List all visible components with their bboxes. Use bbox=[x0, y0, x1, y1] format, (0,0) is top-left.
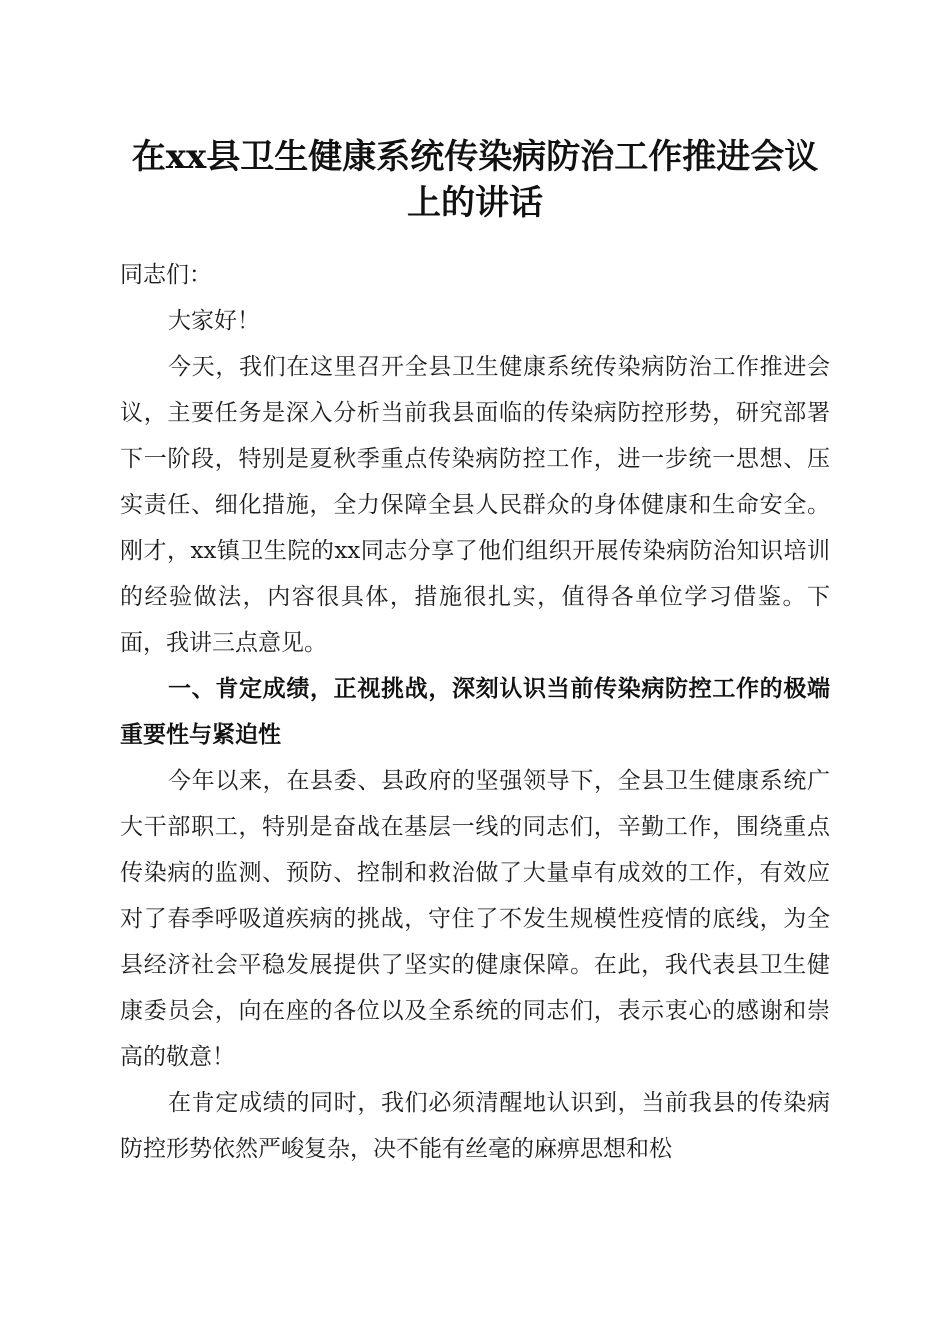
intro-paragraph: 今天，我们在这里召开全县卫生健康系统传染病防治工作推进会议，主要任务是深入分析当前我县面临的传染病防控形势，研究部署下一阶段，特别是夏秋季重点传染病防控工作，进一步统一思想、压实责任、细化措施，全力保障全县人民群众的身体健康和生命安全。刚才，xx镇卫生院的xx同志分享了他们组织开展传染病防治知识培训的经验做法，内容很具体，措施很扎实，值得各单位学习借鉴。下面，我讲三点意见。 bbox=[120, 354, 830, 656]
challenges-paragraph: 在肯定成绩的同时，我们必须清醒地认识到，当前我县的传染病防控形势依然严峻复杂，决不能有丝毫的麻痹思想和松 bbox=[120, 1090, 830, 1162]
document-title: 在xx县卫生健康系统传染病防治工作推进会议上的讲话 bbox=[131, 137, 819, 223]
greeting: 大家好！ bbox=[168, 308, 260, 334]
section-one-heading: 一、肯定成绩，正视挑战，深刻认识当前传染病防控工作的极端重要性与紧迫性 bbox=[120, 676, 830, 748]
salutation: 同志们： bbox=[120, 262, 212, 288]
document-body bbox=[120, 252, 830, 1172]
achievements-paragraph: 今年以来，在县委、县政府的坚强领导下，全县卫生健康系统广大干部职工，特别是奋战在基层一线的同志们，辛勤工作，围绕重点传染病的监测、预防、控制和救治做了大量卓有成效的工作，有效应对了春季呼吸道疾病的挑战，守住了不发生规模性疫情的底线，为全县经济社会平稳发展提供了坚实的健康保障。在此，我代表县卫生健康委员会，向在座的各位以及全系统的同志们，表示衷心的感谢和崇高的敬意！ bbox=[120, 768, 830, 1070]
